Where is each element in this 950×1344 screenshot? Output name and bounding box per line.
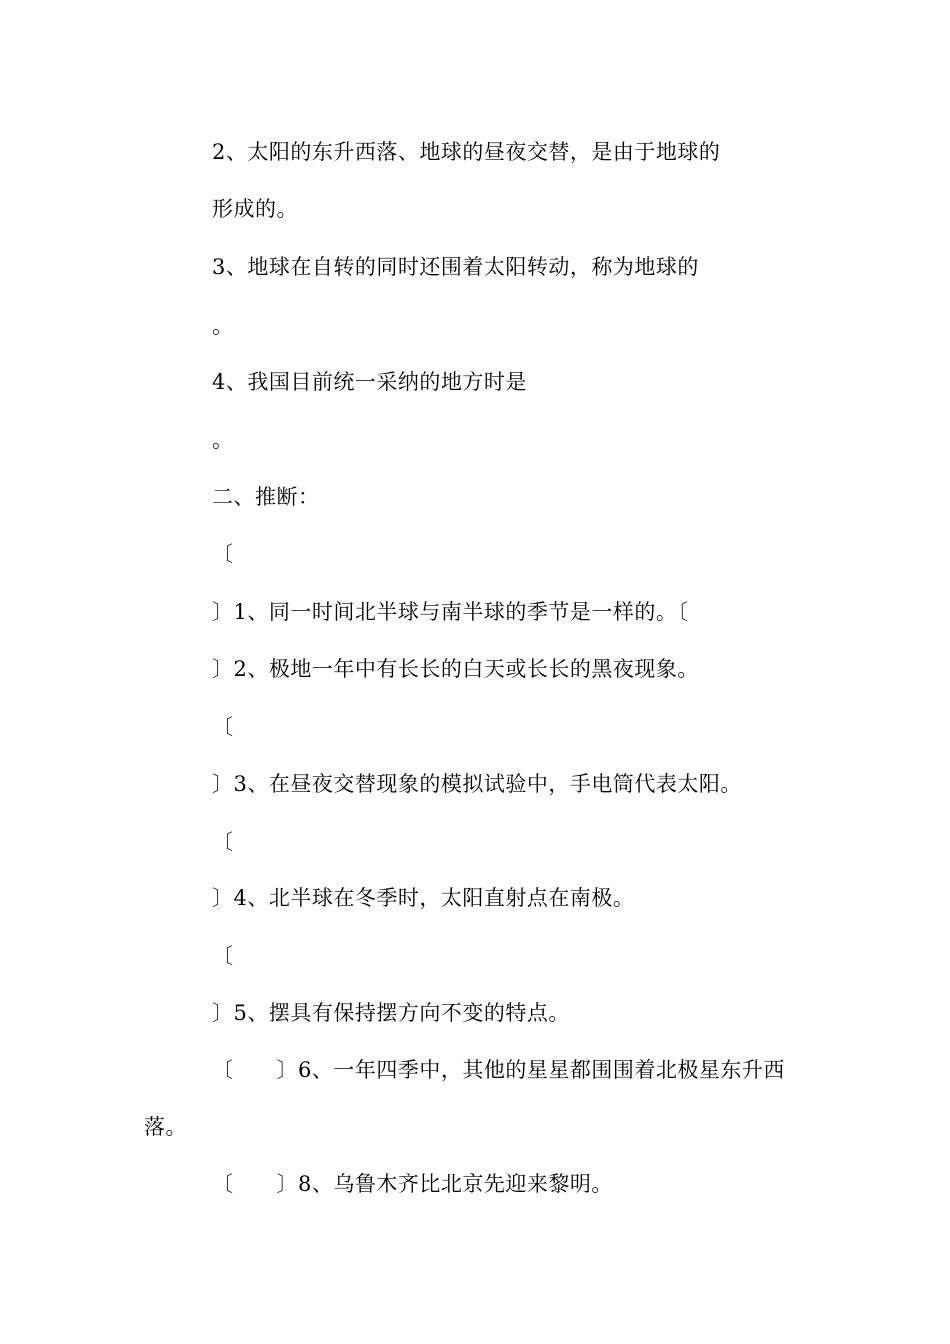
judgement-item-6-continuation: 落。 [144, 1115, 187, 1139]
question-4-text: 4、我国目前统一采纳的地方时是 [212, 370, 527, 394]
judgement-item-1: 〕1、同一时间北半球与南半球的季节是一样的。〔 [212, 600, 689, 624]
judgement-item-6: 〔 〕6、一年四季中，其他的星星都围围着北极星东升西 [212, 1058, 785, 1082]
question-2-text: 2、太阳的东升西落、地球的昼夜交替，是由于地球的 [212, 140, 721, 164]
question-4-continuation: 。 [212, 428, 234, 452]
question-3-text: 3、地球在自转的同时还围着太阳转动，称为地球的 [212, 255, 699, 279]
judgement-item-8: 〔 〕8、乌鲁木齐比北京先迎来黎明。 [212, 1172, 613, 1196]
bracket-open: 〔 [212, 944, 234, 968]
judgement-item-5: 〕5、摆具有保持摆方向不变的特点。 [212, 1001, 570, 1025]
judgement-item-3: 〕3、在昼夜交替现象的模拟试验中，手电筒代表太阳。 [212, 772, 742, 796]
question-2-continuation: 形成的。 [212, 197, 298, 221]
judgement-item-2: 〕2、极地一年中有长长的白天或长长的黑夜现象。 [212, 657, 699, 681]
bracket-open: 〔 [212, 542, 234, 566]
bracket-open: 〔 [212, 830, 234, 854]
section-heading-judgement: 二、推断： [212, 485, 320, 509]
judgement-item-4: 〕4、北半球在冬季时，太阳直射点在南极。 [212, 886, 635, 910]
question-3-continuation: 。 [212, 314, 234, 338]
bracket-open: 〔 [212, 715, 234, 739]
